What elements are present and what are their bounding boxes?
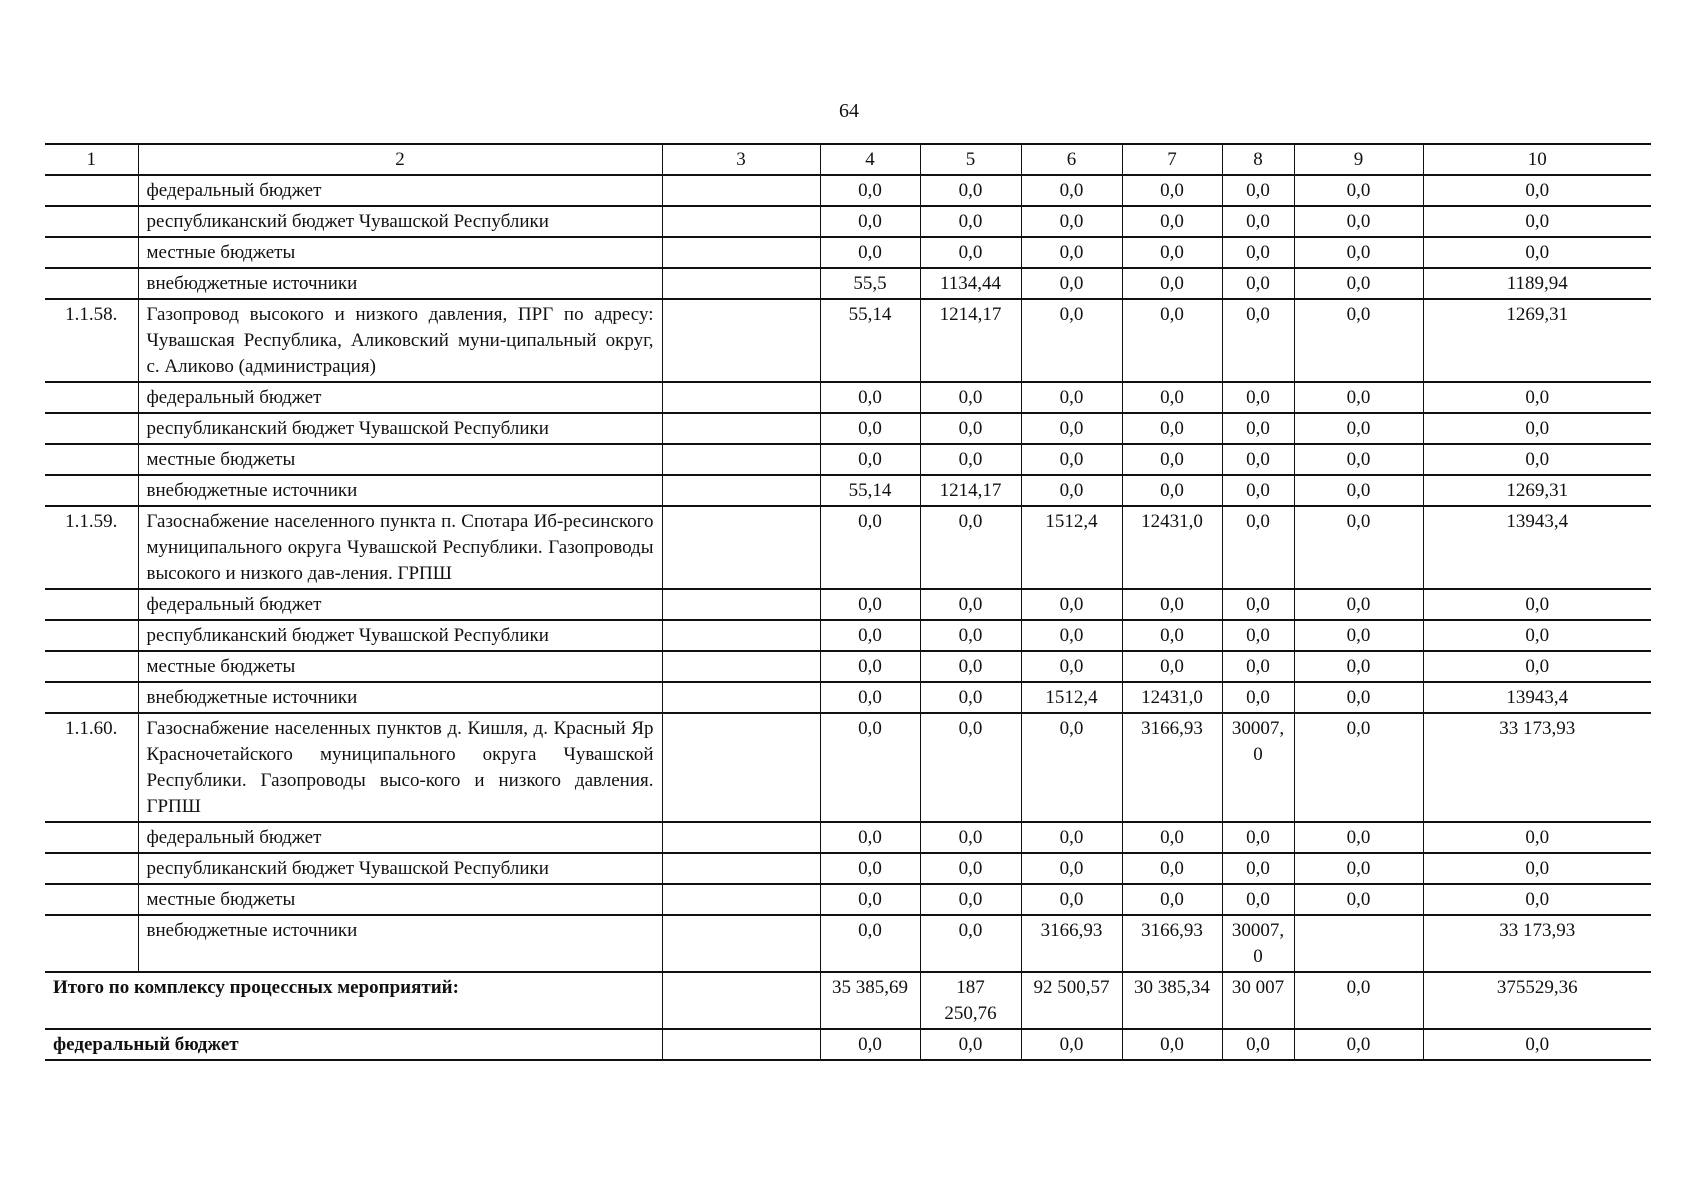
value-cell: 1189,94 bbox=[1423, 268, 1651, 299]
value-cell: 30 007 bbox=[1222, 972, 1294, 1029]
row-col3 bbox=[662, 620, 820, 651]
value-cell: 0,0 bbox=[1222, 175, 1294, 206]
row-name: внебюджетные источники bbox=[138, 682, 662, 713]
value-cell: 1512,4 bbox=[1021, 506, 1122, 589]
value-cell: 0,0 bbox=[1122, 206, 1222, 237]
value-cell: 0,0 bbox=[1423, 175, 1651, 206]
row-col3 bbox=[662, 682, 820, 713]
row-name: республиканский бюджет Чувашской Республики bbox=[138, 206, 662, 237]
value-cell: 0,0 bbox=[1222, 884, 1294, 915]
row-code: 1.1.59. bbox=[45, 506, 138, 589]
value-cell: 0,0 bbox=[820, 620, 920, 651]
value-cell: 0,0 bbox=[920, 822, 1021, 853]
value-cell: 55,14 bbox=[820, 475, 920, 506]
value-cell: 0,0 bbox=[1294, 382, 1423, 413]
source-row bbox=[45, 413, 1651, 444]
value-cell: 0,0 bbox=[1423, 589, 1651, 620]
value-cell: 0,0 bbox=[1222, 475, 1294, 506]
row-code bbox=[45, 475, 138, 506]
row-col3 bbox=[662, 884, 820, 915]
value-cell: 0,0 bbox=[1423, 651, 1651, 682]
value-cell: 0,0 bbox=[1122, 268, 1222, 299]
header-cell: 3 bbox=[662, 144, 820, 175]
row-name: республиканский бюджет Чувашской Республики bbox=[138, 413, 662, 444]
row-col3 bbox=[662, 853, 820, 884]
row-name: республиканский бюджет Чувашской Республики bbox=[138, 853, 662, 884]
row-code: 1.1.60. bbox=[45, 713, 138, 822]
value-cell: 30 385,34 bbox=[1122, 972, 1222, 1029]
value-cell: 0,0 bbox=[1122, 822, 1222, 853]
value-cell: 0,0 bbox=[920, 884, 1021, 915]
row-code bbox=[45, 682, 138, 713]
value-cell: 0,0 bbox=[1021, 268, 1122, 299]
row-col3 bbox=[662, 382, 820, 413]
row-col3 bbox=[662, 299, 820, 382]
value-cell: 12431,0 bbox=[1122, 506, 1222, 589]
value-cell: 0,0 bbox=[820, 884, 920, 915]
value-cell: 33 173,93 bbox=[1423, 915, 1651, 972]
value-cell: 0,0 bbox=[1122, 475, 1222, 506]
value-cell: 0,0 bbox=[1122, 382, 1222, 413]
value-cell: 0,0 bbox=[1294, 506, 1423, 589]
value-cell: 0,0 bbox=[1222, 1029, 1294, 1060]
source-row bbox=[45, 884, 1651, 915]
value-cell: 1214,17 bbox=[920, 475, 1021, 506]
row-code bbox=[45, 853, 138, 884]
value-cell: 0,0 bbox=[820, 1029, 920, 1060]
value-cell: 0,0 bbox=[1021, 822, 1122, 853]
value-cell: 0,0 bbox=[1222, 822, 1294, 853]
value-cell: 0,0 bbox=[1021, 206, 1122, 237]
value-cell: 0,0 bbox=[920, 413, 1021, 444]
value-cell: 0,0 bbox=[820, 682, 920, 713]
row-code bbox=[45, 237, 138, 268]
row-name: федеральный бюджет bbox=[138, 822, 662, 853]
header-cell: 4 bbox=[820, 144, 920, 175]
header-cell: 9 bbox=[1294, 144, 1423, 175]
value-cell: 0,0 bbox=[1122, 651, 1222, 682]
item-row bbox=[45, 506, 1651, 589]
row-name: федеральный бюджет bbox=[138, 382, 662, 413]
table-body bbox=[45, 175, 1651, 1060]
header-cell: 1 bbox=[45, 144, 138, 175]
value-cell: 0,0 bbox=[1122, 884, 1222, 915]
source-row bbox=[45, 268, 1651, 299]
row-code bbox=[45, 884, 138, 915]
value-cell: 0,0 bbox=[1222, 299, 1294, 382]
value-cell: 0,0 bbox=[1222, 620, 1294, 651]
value-cell: 13943,4 bbox=[1423, 506, 1651, 589]
row-col3 bbox=[662, 506, 820, 589]
value-cell: 0,0 bbox=[1222, 237, 1294, 268]
budget-table bbox=[45, 143, 1651, 1061]
row-name: Газопровод высокого и низкого давления, ПРГ по адресу: Чувашская Республика, Аликовский муни-ципальный округ, с. Аликово (администрация) bbox=[138, 299, 662, 382]
value-cell: 0,0 bbox=[1294, 444, 1423, 475]
value-cell: 0,0 bbox=[920, 382, 1021, 413]
value-cell: 0,0 bbox=[1222, 268, 1294, 299]
row-col3 bbox=[662, 206, 820, 237]
value-cell: 0,0 bbox=[1222, 853, 1294, 884]
value-cell: 0,0 bbox=[1294, 972, 1423, 1029]
value-cell: 0,0 bbox=[1294, 268, 1423, 299]
value-cell: 55,14 bbox=[820, 299, 920, 382]
item-row bbox=[45, 299, 1651, 382]
row-code bbox=[45, 175, 138, 206]
value-cell: 375529,36 bbox=[1423, 972, 1651, 1029]
row-name: федеральный бюджет bbox=[138, 589, 662, 620]
value-cell: 0,0 bbox=[1294, 651, 1423, 682]
row-code bbox=[45, 822, 138, 853]
row-code bbox=[45, 589, 138, 620]
source-row bbox=[45, 475, 1651, 506]
value-cell: 0,0 bbox=[1122, 589, 1222, 620]
value-cell: 0,0 bbox=[1294, 682, 1423, 713]
value-cell: 0,0 bbox=[920, 620, 1021, 651]
value-cell: 0,0 bbox=[1021, 382, 1122, 413]
value-cell: 0,0 bbox=[920, 444, 1021, 475]
value-cell: 0,0 bbox=[920, 853, 1021, 884]
row-code bbox=[45, 444, 138, 475]
header-cell: 8 bbox=[1222, 144, 1294, 175]
summary-row bbox=[45, 972, 1651, 1029]
value-cell bbox=[1294, 915, 1423, 972]
value-cell: 0,0 bbox=[1021, 444, 1122, 475]
value-cell: 55,5 bbox=[820, 268, 920, 299]
value-cell: 0,0 bbox=[1423, 853, 1651, 884]
value-cell: 0,0 bbox=[1423, 1029, 1651, 1060]
value-cell: 0,0 bbox=[1122, 620, 1222, 651]
value-cell: 0,0 bbox=[1222, 506, 1294, 589]
value-cell: 3166,93 bbox=[1021, 915, 1122, 972]
source-row bbox=[45, 206, 1651, 237]
value-cell: 0,0 bbox=[1021, 413, 1122, 444]
summary-row bbox=[45, 1029, 1651, 1060]
value-cell: 0,0 bbox=[1294, 1029, 1423, 1060]
value-cell: 0,0 bbox=[1423, 206, 1651, 237]
value-cell: 0,0 bbox=[1294, 884, 1423, 915]
value-cell: 0,0 bbox=[1021, 237, 1122, 268]
value-cell: 0,0 bbox=[920, 589, 1021, 620]
value-cell: 0,0 bbox=[920, 237, 1021, 268]
value-cell: 0,0 bbox=[920, 175, 1021, 206]
value-cell: 0,0 bbox=[1021, 713, 1122, 822]
value-cell: 1269,31 bbox=[1423, 299, 1651, 382]
value-cell: 0,0 bbox=[1222, 682, 1294, 713]
row-col3 bbox=[662, 972, 820, 1029]
row-name: Газоснабжение населенных пунктов д. Кишля, д. Красный Яр Красночетайского муниципального округа Чувашской Республики. Газопроводы высо-кого и низкого давления. ГРПШ bbox=[138, 713, 662, 822]
row-col3 bbox=[662, 589, 820, 620]
value-cell: 0,0 bbox=[1122, 413, 1222, 444]
value-cell: 0,0 bbox=[1423, 237, 1651, 268]
value-cell: 30007,0 bbox=[1222, 915, 1294, 972]
value-cell: 0,0 bbox=[1294, 713, 1423, 822]
value-cell: 0,0 bbox=[820, 853, 920, 884]
summary-label: федеральный бюджет bbox=[45, 1029, 662, 1060]
value-cell: 0,0 bbox=[1423, 884, 1651, 915]
source-row bbox=[45, 822, 1651, 853]
row-col3 bbox=[662, 175, 820, 206]
row-code bbox=[45, 620, 138, 651]
value-cell: 0,0 bbox=[1423, 413, 1651, 444]
row-name: местные бюджеты bbox=[138, 237, 662, 268]
value-cell: 0,0 bbox=[1122, 444, 1222, 475]
value-cell: 0,0 bbox=[920, 651, 1021, 682]
value-cell: 0,0 bbox=[1222, 651, 1294, 682]
value-cell: 0,0 bbox=[920, 506, 1021, 589]
row-col3 bbox=[662, 651, 820, 682]
value-cell: 12431,0 bbox=[1122, 682, 1222, 713]
page-number: 64 bbox=[839, 100, 859, 122]
row-col3 bbox=[662, 915, 820, 972]
source-row bbox=[45, 853, 1651, 884]
value-cell: 1512,4 bbox=[1021, 682, 1122, 713]
row-code bbox=[45, 413, 138, 444]
value-cell: 0,0 bbox=[1294, 589, 1423, 620]
value-cell: 13943,4 bbox=[1423, 682, 1651, 713]
item-row bbox=[45, 713, 1651, 822]
value-cell: 0,0 bbox=[1222, 382, 1294, 413]
row-code bbox=[45, 382, 138, 413]
header-cell: 6 bbox=[1021, 144, 1122, 175]
row-col3 bbox=[662, 268, 820, 299]
row-col3 bbox=[662, 475, 820, 506]
value-cell: 0,0 bbox=[1294, 853, 1423, 884]
source-row bbox=[45, 589, 1651, 620]
value-cell: 0,0 bbox=[1021, 299, 1122, 382]
row-name: внебюджетные источники bbox=[138, 915, 662, 972]
row-name: Газоснабжение населенного пункта п. Спотара Иб-ресинского муниципального округа Чувашской Республики. Газопроводы высокого и низкого дав-ления. ГРПШ bbox=[138, 506, 662, 589]
source-row bbox=[45, 237, 1651, 268]
source-row bbox=[45, 651, 1651, 682]
row-code bbox=[45, 651, 138, 682]
value-cell: 0,0 bbox=[1122, 299, 1222, 382]
row-code bbox=[45, 206, 138, 237]
value-cell: 0,0 bbox=[1122, 1029, 1222, 1060]
row-name: внебюджетные источники bbox=[138, 268, 662, 299]
row-col3 bbox=[662, 822, 820, 853]
value-cell: 0,0 bbox=[1222, 206, 1294, 237]
source-row bbox=[45, 382, 1651, 413]
value-cell: 0,0 bbox=[820, 237, 920, 268]
value-cell: 0,0 bbox=[1294, 175, 1423, 206]
value-cell: 0,0 bbox=[1294, 237, 1423, 268]
value-cell: 0,0 bbox=[820, 444, 920, 475]
value-cell: 0,0 bbox=[920, 713, 1021, 822]
value-cell: 0,0 bbox=[920, 1029, 1021, 1060]
value-cell: 0,0 bbox=[820, 651, 920, 682]
row-name: местные бюджеты bbox=[138, 884, 662, 915]
source-row bbox=[45, 915, 1651, 972]
value-cell: 0,0 bbox=[920, 915, 1021, 972]
value-cell: 0,0 bbox=[820, 382, 920, 413]
value-cell: 0,0 bbox=[1423, 620, 1651, 651]
value-cell: 0,0 bbox=[920, 682, 1021, 713]
value-cell: 30007,0 bbox=[1222, 713, 1294, 822]
value-cell: 0,0 bbox=[1021, 651, 1122, 682]
value-cell: 0,0 bbox=[1021, 589, 1122, 620]
row-code bbox=[45, 268, 138, 299]
value-cell: 1269,31 bbox=[1423, 475, 1651, 506]
header-row bbox=[45, 144, 1651, 175]
value-cell: 0,0 bbox=[1021, 1029, 1122, 1060]
value-cell: 35 385,69 bbox=[820, 972, 920, 1029]
value-cell: 0,0 bbox=[1222, 589, 1294, 620]
source-row bbox=[45, 682, 1651, 713]
row-col3 bbox=[662, 713, 820, 822]
value-cell: 0,0 bbox=[820, 822, 920, 853]
value-cell: 0,0 bbox=[1122, 175, 1222, 206]
value-cell: 0,0 bbox=[1021, 853, 1122, 884]
value-cell: 0,0 bbox=[1294, 299, 1423, 382]
value-cell: 3166,93 bbox=[1122, 713, 1222, 822]
header-cell: 10 bbox=[1423, 144, 1651, 175]
row-code bbox=[45, 915, 138, 972]
value-cell: 1134,44 bbox=[920, 268, 1021, 299]
value-cell: 0,0 bbox=[920, 206, 1021, 237]
row-name: местные бюджеты bbox=[138, 651, 662, 682]
row-col3 bbox=[662, 1029, 820, 1060]
value-cell: 0,0 bbox=[820, 713, 920, 822]
value-cell: 0,0 bbox=[1021, 175, 1122, 206]
row-name: федеральный бюджет bbox=[138, 175, 662, 206]
value-cell: 0,0 bbox=[1294, 620, 1423, 651]
value-cell: 0,0 bbox=[1294, 475, 1423, 506]
value-cell: 0,0 bbox=[1222, 413, 1294, 444]
value-cell: 0,0 bbox=[1294, 206, 1423, 237]
value-cell: 3166,93 bbox=[1122, 915, 1222, 972]
value-cell: 0,0 bbox=[820, 206, 920, 237]
row-col3 bbox=[662, 237, 820, 268]
value-cell: 92 500,57 bbox=[1021, 972, 1122, 1029]
row-col3 bbox=[662, 444, 820, 475]
row-name: местные бюджеты bbox=[138, 444, 662, 475]
row-name: республиканский бюджет Чувашской Республики bbox=[138, 620, 662, 651]
value-cell: 0,0 bbox=[1021, 884, 1122, 915]
value-cell: 0,0 bbox=[820, 175, 920, 206]
value-cell: 0,0 bbox=[820, 413, 920, 444]
row-code: 1.1.58. bbox=[45, 299, 138, 382]
value-cell: 0,0 bbox=[1423, 444, 1651, 475]
value-cell: 0,0 bbox=[1021, 475, 1122, 506]
value-cell: 0,0 bbox=[1122, 237, 1222, 268]
source-row bbox=[45, 175, 1651, 206]
header-cell: 5 bbox=[920, 144, 1021, 175]
source-row bbox=[45, 620, 1651, 651]
value-cell: 187 250,76 bbox=[920, 972, 1021, 1029]
row-name: внебюджетные источники bbox=[138, 475, 662, 506]
value-cell: 0,0 bbox=[1294, 822, 1423, 853]
source-row bbox=[45, 444, 1651, 475]
header-cell: 2 bbox=[138, 144, 662, 175]
value-cell: 0,0 bbox=[1423, 822, 1651, 853]
value-cell: 0,0 bbox=[820, 506, 920, 589]
value-cell: 33 173,93 bbox=[1423, 713, 1651, 822]
row-col3 bbox=[662, 413, 820, 444]
value-cell: 0,0 bbox=[820, 915, 920, 972]
value-cell: 1214,17 bbox=[920, 299, 1021, 382]
value-cell: 0,0 bbox=[1021, 620, 1122, 651]
value-cell: 0,0 bbox=[1294, 413, 1423, 444]
value-cell: 0,0 bbox=[1423, 382, 1651, 413]
value-cell: 0,0 bbox=[1122, 853, 1222, 884]
value-cell: 0,0 bbox=[1222, 444, 1294, 475]
summary-label: Итого по комплексу процессных мероприятий: bbox=[45, 972, 662, 1029]
value-cell: 0,0 bbox=[820, 589, 920, 620]
header-cell: 7 bbox=[1122, 144, 1222, 175]
